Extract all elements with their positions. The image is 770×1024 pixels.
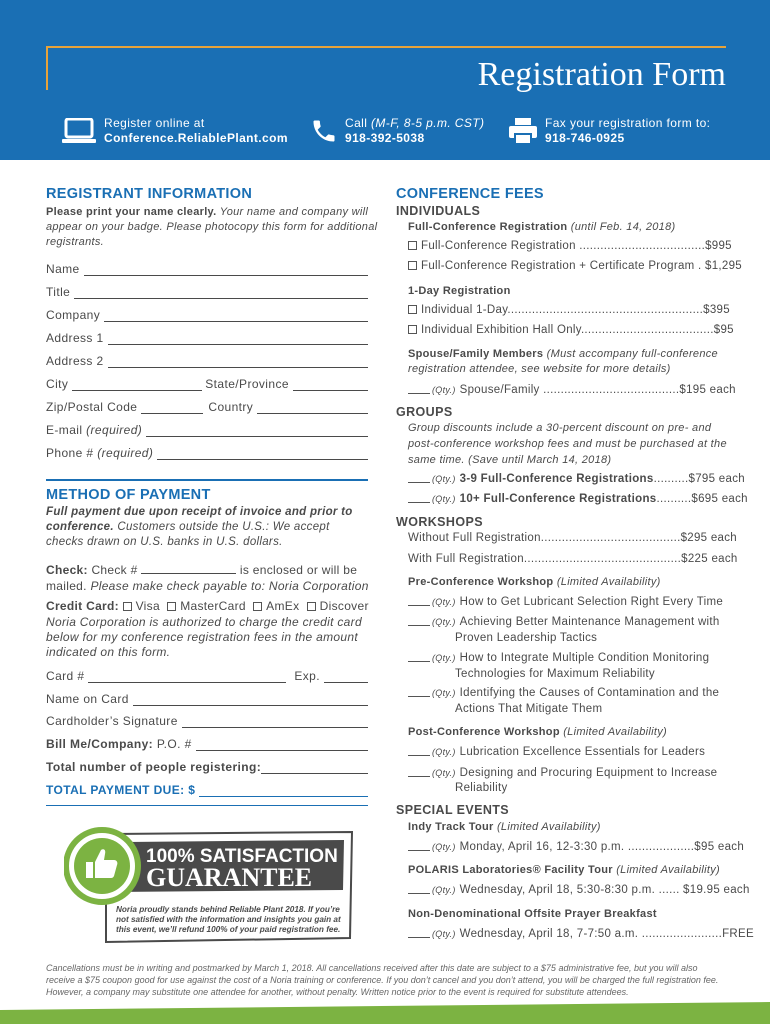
groups-heading: GROUPS (396, 405, 453, 419)
group-10plus-qty[interactable]: (Qty.) 10+ Full-Conference Registrations..........$695 each (408, 492, 748, 508)
company-field[interactable]: Company (46, 308, 368, 322)
name-on-card-field[interactable]: Name on Card (46, 692, 368, 706)
payment-heading: METHOD OF PAYMENT (46, 487, 211, 503)
svg-text:Noria proudly stands behind Re: Noria proudly stands behind Reliable Plant 2018. If you’re (116, 905, 340, 914)
check-field[interactable]: Check: Check # is enclosed or will be (46, 563, 358, 577)
fax-printer-icon (508, 117, 538, 145)
pre-workshop-3-qty[interactable]: (Qty.) How to Integrate Multiple Condition Monitoring (408, 651, 709, 667)
footer-green-bar (0, 1002, 770, 1024)
cancellation-policy: Cancellations must be in writing and postmarked by March 1, 2018. All cancellations received after this date are subject to a $75 administrative fee, but you will also receive a $75 coupon good for use against the cost of a Noria training or conference. If you don’t cancel and you don’t attend, you will be charged the full registration fee. However, a company may substitute one attendee for another, without penalty. Written notice prior to the event is required for substitute attendees. (46, 963, 719, 997)
header-accent-rule (46, 46, 726, 48)
credit-card-options: Credit Card: Visa MasterCard AmEx Discover (46, 599, 369, 613)
email-field[interactable]: E-mail (required) (46, 423, 368, 437)
prayer-breakfast-qty[interactable]: (Qty.) Wednesday, April 18, 7-7:50 a.m. .......................FREE (408, 927, 754, 943)
workshops-heading: WORKSHOPS (396, 515, 483, 529)
svg-text:this event, we’ll refund 100%: this event, we’ll refund 100% of your paid registration fee. (116, 925, 341, 934)
mastercard-checkbox[interactable]: MasterCard (167, 599, 246, 613)
header-accent-rule-vertical (46, 46, 48, 90)
indy-tour-qty[interactable]: (Qty.) Monday, April 16, 12-3:30 p.m. ...................$95 each (408, 840, 744, 856)
spouse-qty[interactable]: (Qty.) Spouse/Family .......................................$195 each (408, 383, 736, 399)
post-workshop-2-qty[interactable]: (Qty.) Designing and Procuring Equipment to Increase (408, 766, 717, 782)
satisfaction-guarantee-badge (64, 826, 354, 948)
fees-heading: CONFERENCE FEES (396, 186, 544, 202)
exhibit-checkbox[interactable]: Individual Exhibition Hall Only......................................$95 (408, 323, 734, 339)
section-divider (46, 479, 368, 481)
address2-field[interactable]: Address 2 (46, 354, 368, 368)
fax-info: Fax your registration form to: 918-746-0925 (545, 116, 711, 145)
total-due-field[interactable]: TOTAL PAYMENT DUE: $ (46, 783, 368, 797)
full-conf-cert-checkbox[interactable]: Full-Conference Registration + Certificate Program . $1,295 (408, 259, 742, 275)
register-online-link[interactable]: Conference.ReliablePlant.com (104, 131, 288, 145)
discover-checkbox[interactable]: Discover (307, 599, 369, 613)
address1-field[interactable]: Address 1 (46, 331, 368, 345)
phone-icon (310, 116, 338, 146)
phone-field[interactable]: Phone # (required) (46, 446, 368, 460)
call-info: Call (M-F, 8-5 p.m. CST) 918-392-5038 (345, 116, 485, 145)
laptop-icon (62, 118, 96, 144)
card-number-field[interactable]: Card # Exp. (46, 669, 368, 683)
pre-workshop-2-qty[interactable]: (Qty.) Achieving Better Maintenance Management with (408, 615, 720, 631)
registrant-instruction: Please print your name clearly. Your name and company will (46, 206, 369, 218)
header-banner (0, 0, 770, 160)
special-events-heading: SPECIAL EVENTS (396, 803, 510, 817)
registrant-heading: REGISTRANT INFORMATION (46, 186, 253, 202)
call-number: 918-392-5038 (345, 131, 425, 145)
city-state-field[interactable]: City State/Province (46, 377, 368, 391)
name-field[interactable]: Name (46, 262, 368, 276)
svg-text:not satisfied with the informa: not satisfied with the information and insights you gain at (116, 915, 341, 924)
post-workshop-1-qty[interactable]: (Qty.) Lubrication Excellence Essentials for Leaders (408, 745, 705, 761)
guarantee-line2: GUARANTEE (146, 863, 313, 892)
register-online-info: Register online at Conference.ReliablePlant.com (104, 116, 288, 145)
oneday-checkbox[interactable]: Individual 1-Day........................................................$395 (408, 303, 730, 319)
visa-checkbox[interactable]: Visa (123, 599, 160, 613)
page-title: Registration Form (477, 56, 726, 93)
pre-workshop-4-qty[interactable]: (Qty.) Identifying the Causes of Contamination and the (408, 686, 719, 702)
zip-country-field[interactable]: Zip/Postal Code Country (46, 400, 368, 414)
amex-checkbox[interactable]: AmEx (253, 599, 299, 613)
pre-workshop-1-qty[interactable]: (Qty.) How to Get Lubricant Selection Right Every Time (408, 595, 723, 611)
total-people-field[interactable]: Total number of people registering: (46, 760, 368, 774)
individuals-heading: INDIVIDUALS (396, 204, 481, 218)
po-field[interactable]: Bill Me/Company: P.O. # (46, 737, 368, 751)
signature-field[interactable]: Cardholder’s Signature (46, 714, 368, 728)
guarantee-line1: 100% SATISFACTION (146, 846, 338, 867)
polaris-tour-qty[interactable]: (Qty.) Wednesday, April 18, 5:30-8:30 p.m. ...... $19.95 each (408, 883, 750, 899)
fax-number: 918-746-0925 (545, 131, 625, 145)
title-field[interactable]: Title (46, 285, 368, 299)
group-3-9-qty[interactable]: (Qty.) 3-9 Full-Conference Registrations..........$795 each (408, 472, 745, 488)
full-conf-checkbox[interactable]: Full-Conference Registration ....................................$995 (408, 239, 732, 255)
